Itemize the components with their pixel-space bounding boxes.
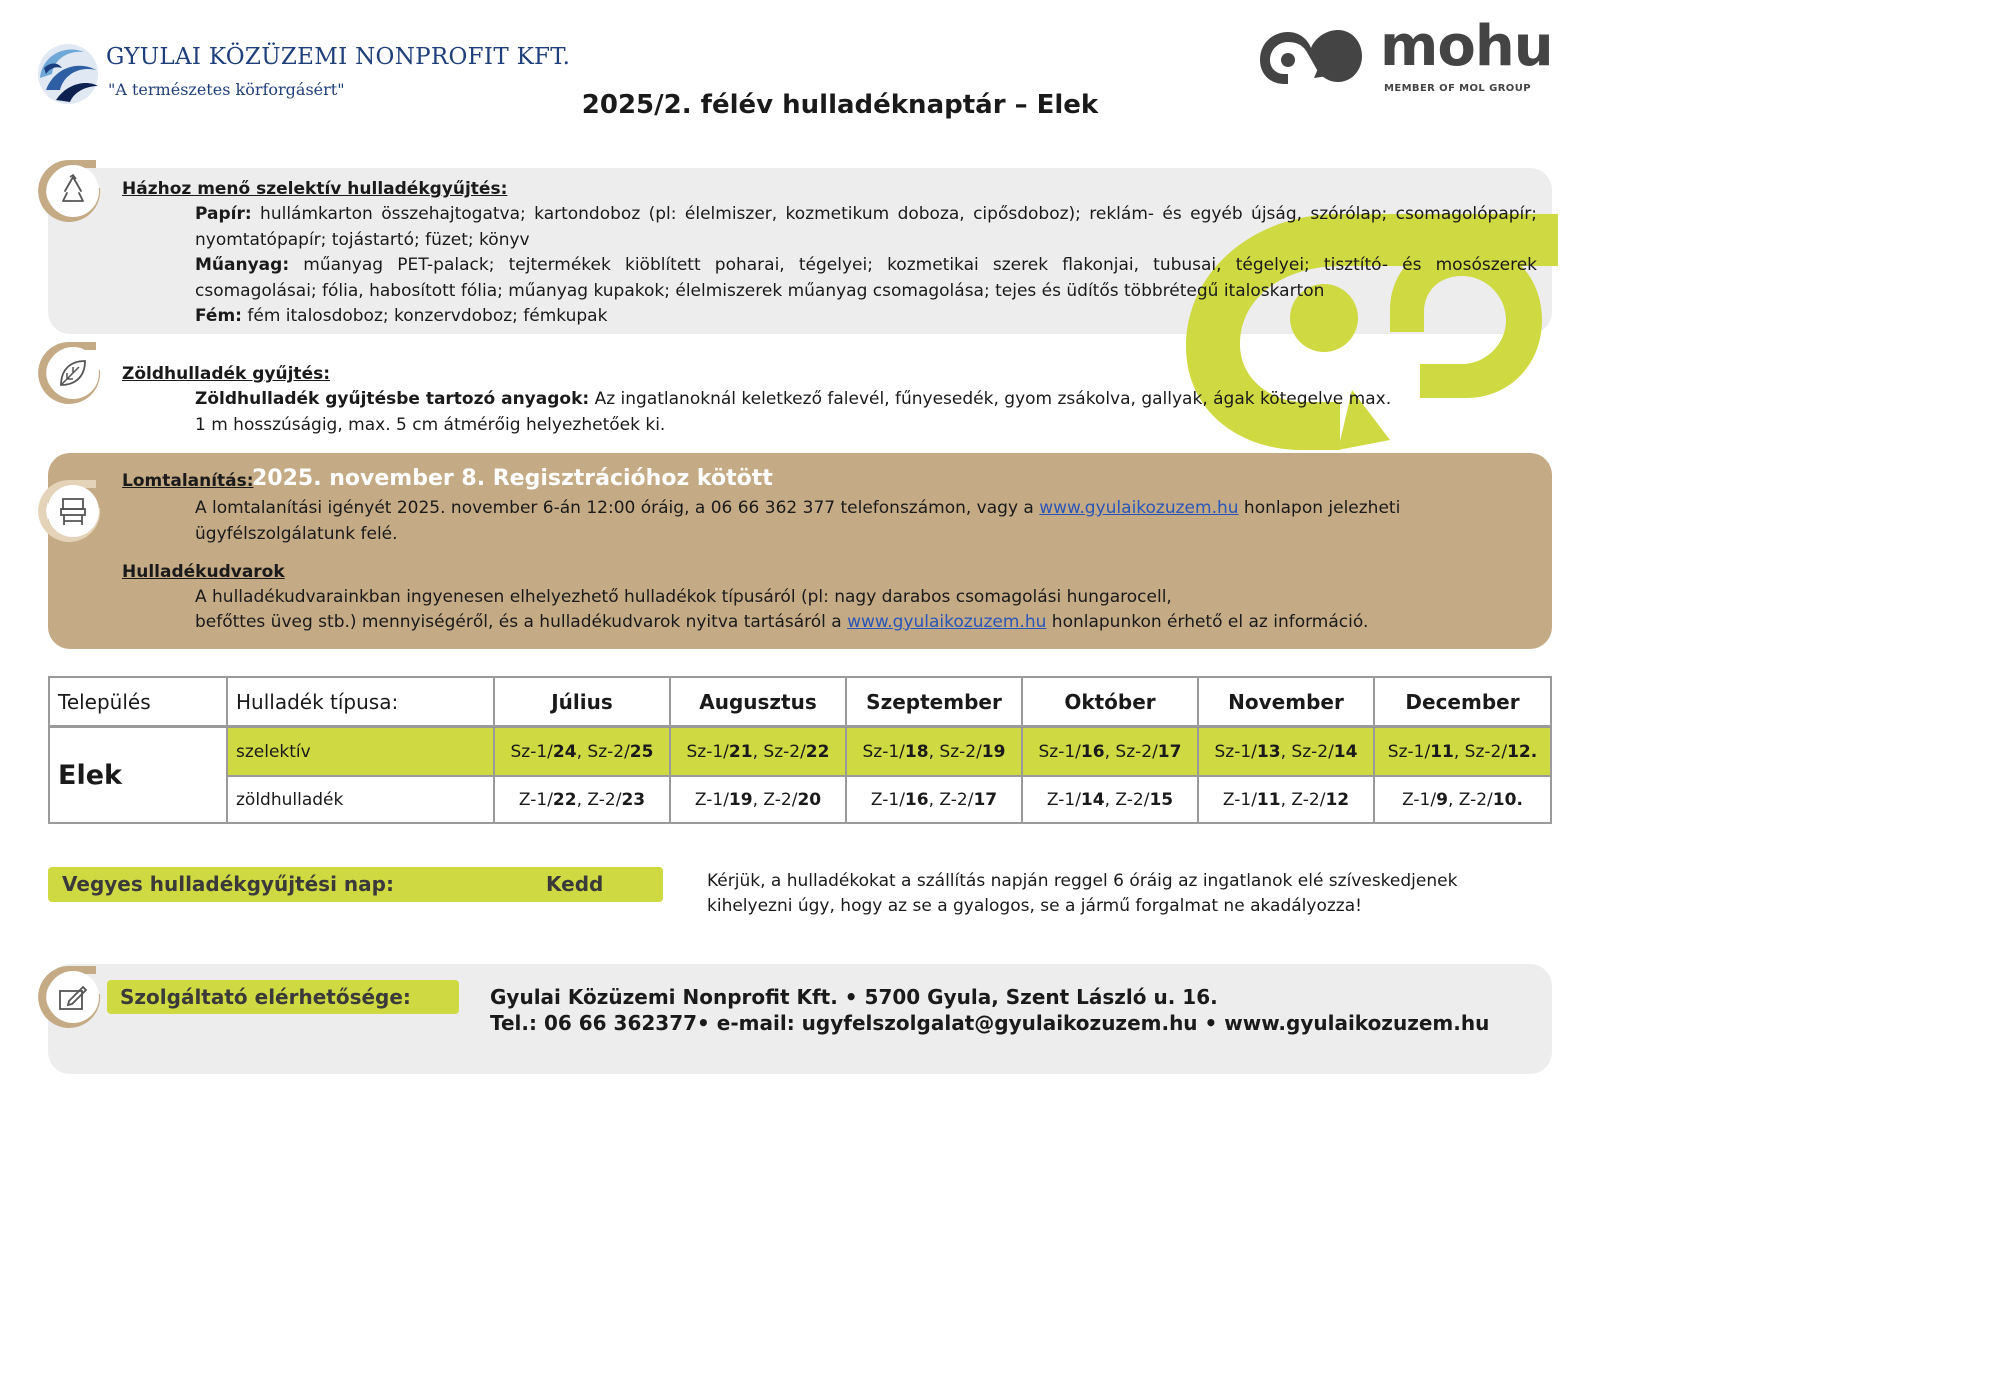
metal-label: Fém: (195, 306, 242, 326)
swirl-logo-icon (34, 38, 102, 106)
edit-icon (53, 977, 93, 1017)
header-month: December (1405, 690, 1520, 714)
leaf-icon (53, 353, 93, 393)
company-motto: "A természetes körforgásért" (108, 80, 345, 99)
mixed-waste-label: Vegyes hulladékgyűjtési nap: (62, 872, 394, 896)
selective-heading: Házhoz menő szelektív hulladékgyűjtés: (122, 179, 508, 199)
selective-badge (36, 158, 102, 224)
page-title: 2025/2. félév hulladéknaptár – Elek (581, 90, 1099, 120)
bulky-badge (36, 478, 102, 544)
type-green: zöldhulladék (228, 777, 495, 822)
green-date-cell: Z-1/ 16 , Z-2/ 17 (847, 777, 1023, 822)
header-settlement: Település (50, 678, 228, 726)
notice-line1: Kérjük, a hulladékokat a szállítás napján reggel 6 óráig az ingatlanok elé szíveskedjenek (707, 871, 1458, 891)
mixed-waste-day: Kedd (546, 872, 604, 896)
yard-text-after: honlapunkon érhető el az információ. (1046, 612, 1369, 632)
selective-date-cell: Sz-1/ 16 , Sz-2/ 17 (1023, 728, 1199, 775)
yard-line2 (195, 610, 1495, 636)
plastic-text: műanyag PET-palack; tejtermékek kiöblített poharai, tégelyei; kozmetikai szerek flakonjai, tubusai, tégelyei; tisztító- és mosószerek csomagolásai; fólia, habosított fólia; műanyag kupakok; élelmiszerek műanyag csomagolása; tejes és üdítős többrétegű italoskarton (195, 255, 1537, 301)
selective-date-cell: Sz-1/ 21 , Sz-2/ 22 (671, 728, 847, 775)
type-selective: szelektív (228, 728, 495, 775)
mohu-mark-icon (1254, 24, 1368, 88)
header-month: Szeptember (847, 678, 1023, 726)
contact-details[interactable]: Tel.: 06 66 362377• e-mail: ugyfelszolgalat@gyulaikozuzem.hu • www.gyulaikozuzem.hu (490, 1011, 1490, 1035)
green-badge (36, 340, 102, 406)
green-date-cell: Z-1/ 19 , Z-2/ 20 (671, 777, 847, 822)
mohu-member-text: MEMBER OF MOL GROUP (1384, 83, 1531, 94)
green-paragraph (195, 387, 1405, 438)
header-month: Október (1023, 678, 1199, 726)
bulky-website-link[interactable]: www.gyulaikozuzem.hu (1039, 498, 1239, 518)
header-month: November (1199, 678, 1375, 726)
plastic-paragraph (195, 253, 1537, 304)
yard-line1: A hulladékudvarainkban ingyenesen elhelyezhető hulladékok típusáról (pl: nagy darabos csomagolási hungarocell, (195, 587, 1172, 607)
green-heading: Zöldhulladék gyűjtés: (122, 364, 331, 384)
plastic-label: Műanyag: (195, 255, 290, 275)
selective-date-cell: Sz-1/ 24 , Sz-2/ 25 (495, 728, 671, 775)
bulky-text-after: honlapon jelezheti ügyfélszolgálatunk felé. (195, 498, 1401, 544)
company-name: GYULAI KÖZÜZEMI NONPROFIT KFT. (106, 44, 571, 70)
mohu-wordmark: mohu (1380, 14, 1553, 79)
green-date-cell: Z-1/ 9 , Z-2/ 10 . (1402, 789, 1523, 810)
bulky-heading: Lomtalanítás: (122, 471, 254, 491)
selective-date-cell: Sz-1/ 11 , Sz-2/ 12 . (1375, 728, 1550, 775)
yard-website-link[interactable]: www.gyulaikozuzem.hu (847, 612, 1047, 632)
bulky-paragraph (195, 496, 1445, 547)
chair-icon (53, 491, 93, 531)
mohu-logo (1254, 14, 1553, 102)
header-month: Augusztus (671, 678, 847, 726)
green-text: Az ingatlanoknál keletkező falevél, fűnyesedék, gyom zsákolva, gallyak, ágak kötegelve max. 1 m hosszúságig, max. 5 cm átmérőig helyezhetőek ki. (195, 389, 1392, 435)
contact-label: Szolgáltató elérhetősége: (120, 985, 411, 1009)
contact-badge (36, 964, 102, 1030)
paper-text: hullámkarton összehajtogatva; kartondoboz (pl: élelmiszer, kozmetikum doboza, cipősdoboz); reklám- és egyéb újság, szórólap; csomagolópapír; nyomtatópapír; tojástartó; füzet; könyv (195, 204, 1537, 250)
yard-heading: Hulladékudvarok (122, 562, 285, 582)
settlement-name: Elek (50, 728, 228, 822)
bulky-text-before: A lomtalanítási igényét 2025. november 6-án 12:00 óráig, a 06 66 362 377 telefonszámon, vagy a (195, 498, 1040, 518)
header-type: Hulladék típusa: (228, 678, 495, 726)
selective-date-cell: Sz-1/ 18 , Sz-2/ 19 (847, 728, 1023, 775)
selective-date-cell: Sz-1/ 13 , Sz-2/ 14 (1199, 728, 1375, 775)
gyulai-kozuzem-logo (34, 38, 571, 118)
bulky-date-highlight: 2025. november 8. Regisztrációhoz kötött (252, 466, 773, 491)
schedule-table (48, 676, 1552, 824)
metal-text: fém italosdoboz; konzervdoboz; fémkupak (241, 306, 608, 326)
header-month: Július (495, 678, 671, 726)
green-date-cell: Z-1/ 11 , Z-2/ 12 (1199, 777, 1375, 822)
metal-paragraph (195, 304, 1537, 330)
contact-address: Gyulai Közüzemi Nonprofit Kft. • 5700 Gyula, Szent László u. 16. (490, 985, 1218, 1009)
green-label: Zöldhulladék gyűjtésbe tartozó anyagok: (195, 389, 590, 409)
recycle-icon (53, 171, 93, 211)
green-date-cell: Z-1/ 22 , Z-2/ 23 (495, 777, 671, 822)
yard-text-before: befőttes üveg stb.) mennyiségéről, és a hulladékudvarok nyitva tartásáról a (195, 612, 848, 632)
green-date-cell: Z-1/ 14 , Z-2/ 15 (1023, 777, 1199, 822)
paper-label: Papír: (195, 204, 252, 224)
paper-paragraph (195, 202, 1537, 253)
notice-line2: kihelyezni úgy, hogy az se a gyalogos, se a jármű forgalmat ne akadályozza! (707, 896, 1362, 916)
